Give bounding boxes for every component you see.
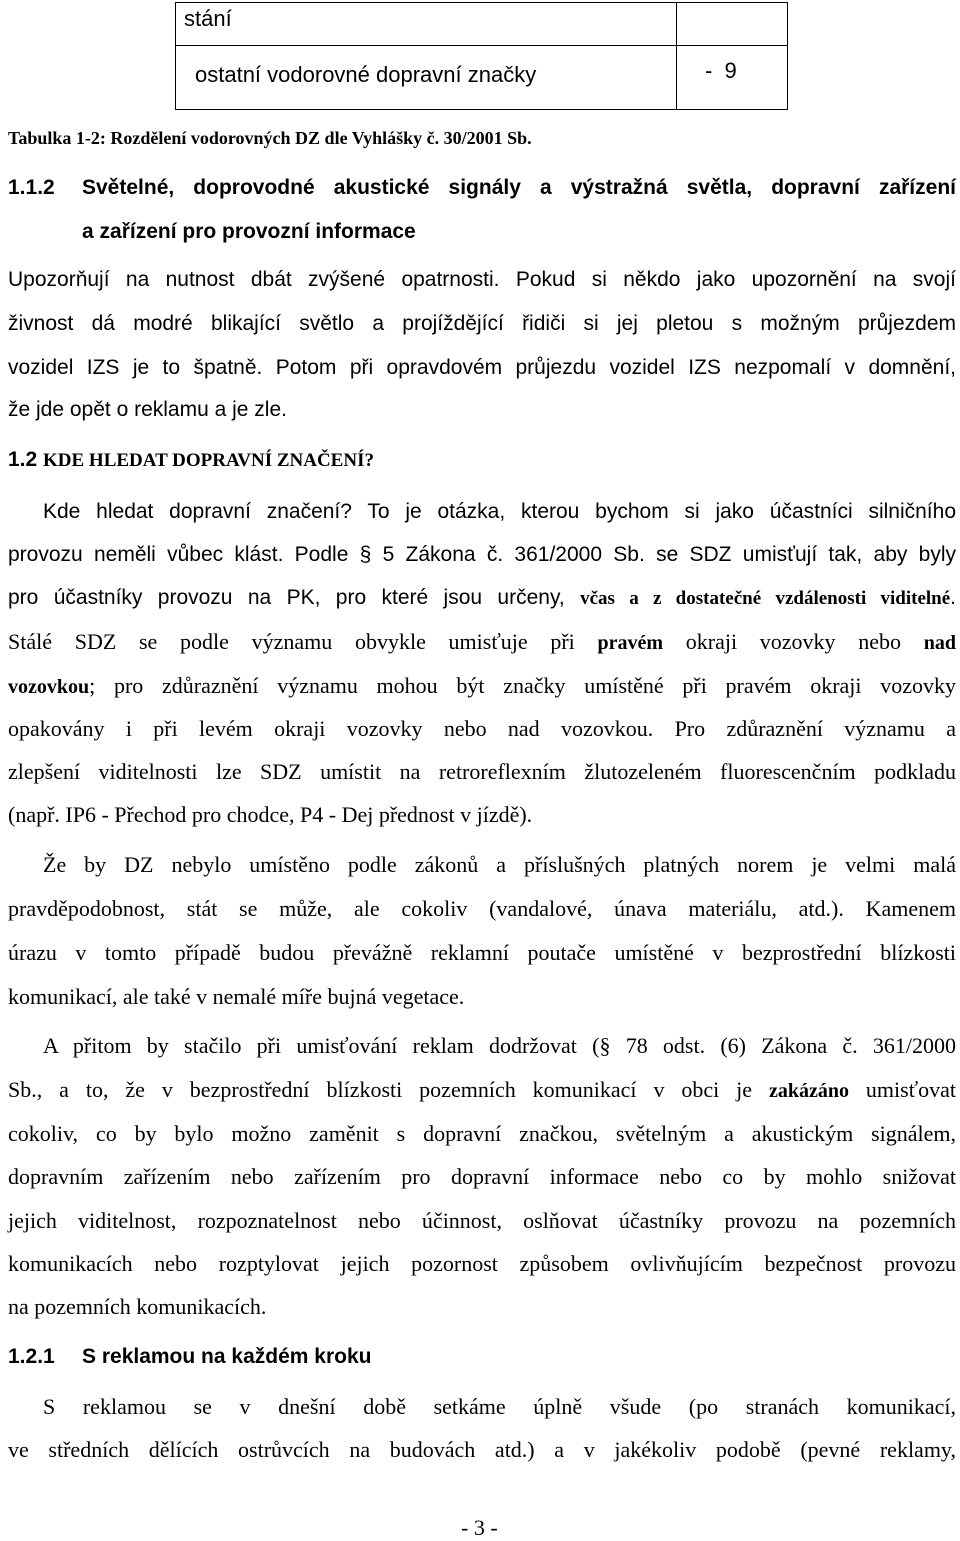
section-title-line1: Světelné, doprovodné akustické signály a výstražná světla, dopravní zařízení [82, 176, 956, 199]
paragraph-line: komunikací, ale také v nemalé míře bujná vegetace. [8, 984, 465, 1009]
paragraph-line: pravděpodobnost, stát se může, ale cokoliv (vandalové, únava materiálu, atd.). Kamenem [8, 896, 956, 921]
paragraph-line: (např. IP6 - Přechod pro chodce, P4 - Dej přednost v jízdě). [8, 802, 533, 827]
table-cell-row1 [175, 2, 677, 46]
section-number: 1.1.2 [8, 176, 55, 199]
emphasis: nad [923, 632, 956, 654]
heading-title: KDE HLEDAT DOPRAVNÍ ZNAČENÍ? [43, 450, 374, 471]
paragraph-line: komunikacích nebo rozptylovat jejich pozornost způsobem ovlivňujícím bezpečnost provozu [8, 1251, 956, 1276]
text-run: pro účastníky provozu na PK, pro které jsou určeny, [8, 586, 581, 609]
paragraph-line [8, 1077, 956, 1103]
table-row1-text: stání [184, 6, 232, 31]
table-cell-row1-value [676, 2, 788, 46]
text-run: Stálé SDZ se podle významu obvykle umisťuje při [8, 629, 598, 654]
paragraph-line: jejich viditelnost, rozpoznatelnost nebo účinnost, oslňovat účastníky provozu na pozemních [8, 1208, 956, 1233]
paragraph-line: živnost dá modré blikající světlo a projíždějící řidiči si jej pletou s možným průjezdem [8, 312, 956, 335]
paragraph-line: úrazu v tomto případě budou převážně reklamní poutače umístěné v bezprostřední blízkosti [8, 940, 956, 965]
paragraph-line [8, 673, 956, 699]
emphasis: zakázáno [769, 1080, 849, 1102]
paragraph-line: na pozemních komunikacích. [8, 1294, 267, 1319]
paragraph-line: opakovány i při levém okraji vozovky nebo nad vozovkou. Pro zdůraznění významu a [8, 716, 956, 741]
paragraph-line: Kde hledat dopravní značení? To je otázka, kterou bychom si jako účastníci silničního [43, 500, 956, 523]
paragraph-line: zlepšení viditelnosti lze SDZ umístit na retroreflexním žlutozeleném fluorescenčním podkladu [8, 759, 956, 784]
text-run: umisťovat [849, 1077, 956, 1102]
subsection-title: S reklamou na každém kroku [82, 1345, 372, 1368]
table-fragment [175, 2, 788, 110]
paragraph-line [8, 629, 956, 655]
emphasis: vozovkou [8, 676, 90, 698]
paragraph-line: Že by DZ nebylo umístěno podle zákonů a příslušných platných norem je velmi malá [43, 852, 956, 877]
paragraph-line: provozu neměli vůbec klást. Podle § 5 Zákona č. 361/2000 Sb. se SDZ umisťují tak, aby byly [8, 543, 956, 566]
text-run: Sb., a to, že v bezprostřední blízkosti pozemních komunikací v obci je [8, 1077, 769, 1102]
text-run: okraji vozovky nebo [663, 629, 924, 654]
paragraph-line: ve středních dělících ostrůvcích na budovách atd.) a v jakékoliv podobě (pevné reklamy, [8, 1437, 956, 1462]
paragraph-line: A přitom by stačilo při umisťování reklam dodržovat (§ 78 odst. (6) Zákona č. 361/2000 [43, 1033, 956, 1058]
section-title-line2: a zařízení pro provozní informace [82, 220, 416, 243]
paragraph-line [8, 586, 956, 610]
subsection-number: 1.2.1 [8, 1345, 55, 1368]
paragraph-line: cokoliv, co by bylo možno zaměnit s dopravní značkou, světelným a akustickým signálem, [8, 1121, 956, 1146]
table-row2-text: ostatní vodorovné dopravní značky [195, 62, 537, 87]
emphasis: včas a z dostatečné vzdálenosti viditelné [580, 588, 951, 609]
paragraph-line: dopravním zařízením nebo zařízením pro dopravní informace nebo co by mohlo snižovat [8, 1164, 956, 1189]
page-number: - 3 - [461, 1515, 498, 1540]
paragraph-line: že jde opět o reklamu a je zle. [8, 398, 287, 421]
heading-number: 1.2 [8, 448, 38, 471]
paragraph-line: Upozorňují na nutnost dbát zvýšené opatrnosti. Pokud si někdo jako upozornění na svojí [8, 268, 956, 291]
text-run: . [950, 586, 956, 609]
table-caption: Tabulka 1-2: Rozdělení vodorovných DZ dle Vyhlášky č. 30/2001 Sb. [8, 128, 532, 148]
paragraph-line: S reklamou se v dnešní době setkáme úplně všude (po stranách komunikací, [43, 1394, 956, 1419]
table-row2-value: - 9 [705, 58, 737, 83]
emphasis: pravém [597, 632, 664, 654]
paragraph-line: vozidel IZS je to špatně. Potom při opravdovém průjezdu vozidel IZS nezpomalí v domnění, [8, 356, 956, 379]
text-run: ; pro zdůraznění významu mohou být značky umístěné při pravém okraji vozovky [89, 673, 956, 698]
